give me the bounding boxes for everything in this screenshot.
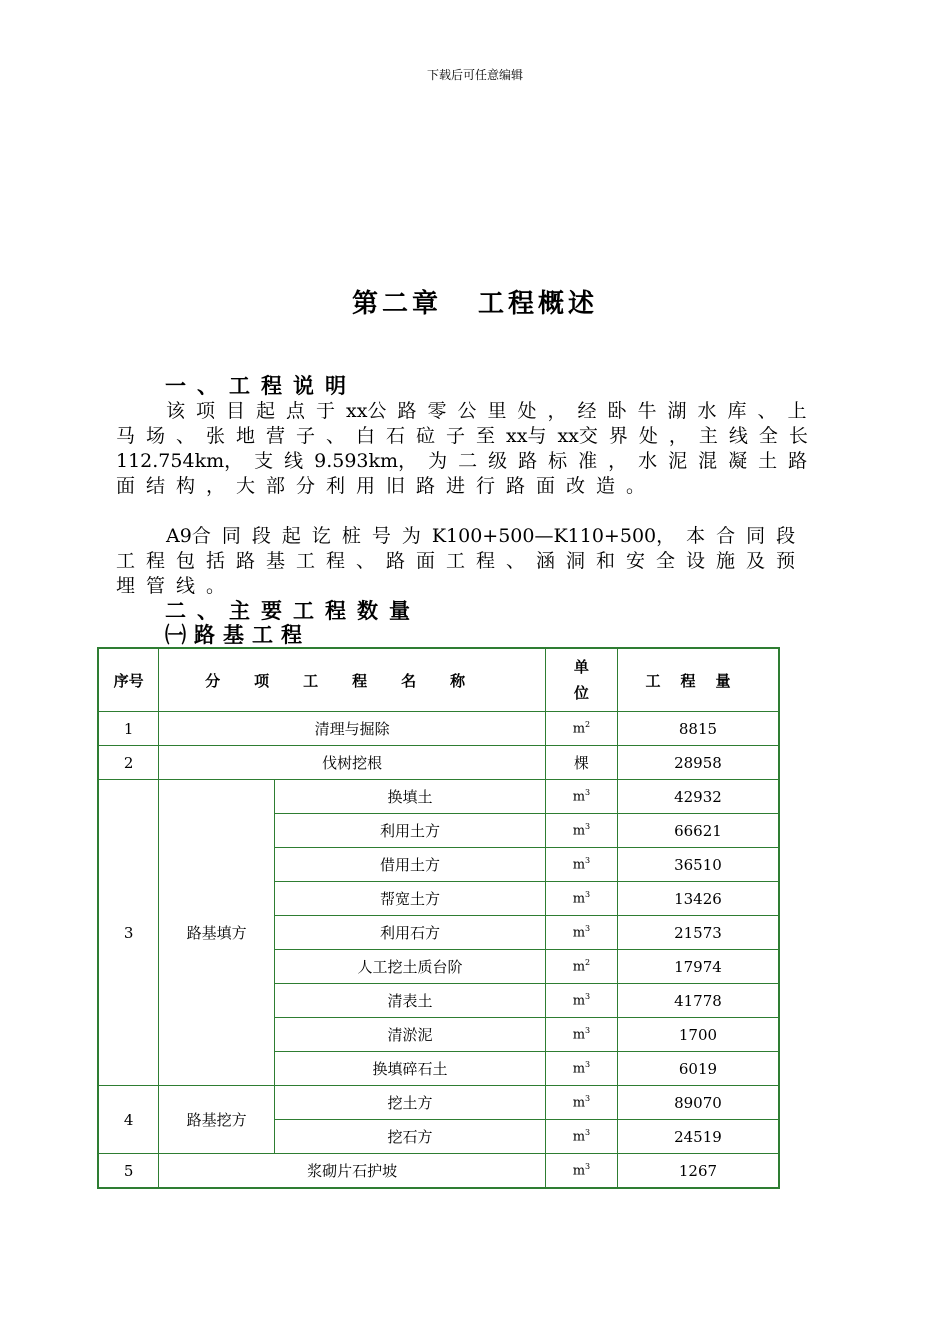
group-no: 4 <box>98 1086 159 1154</box>
sub-heading-subgrade: ㈠路基工程 <box>165 623 310 647</box>
row-unit: $m^3$ <box>545 916 617 950</box>
table-row <box>98 712 779 746</box>
row-unit: $m^3$ <box>545 780 617 814</box>
row-no: 5 <box>98 1154 159 1189</box>
chapter-name: 工程概述 <box>478 289 599 319</box>
header-no: 序号 <box>98 648 159 712</box>
row-qty: 24519 <box>617 1120 779 1154</box>
row-qty: 41778 <box>617 984 779 1018</box>
row-name: 浆砌片石护坡 <box>159 1154 546 1189</box>
row-name: 清表土 <box>274 984 545 1018</box>
row-qty: 1267 <box>617 1154 779 1189</box>
table-header-row <box>98 648 779 712</box>
row-name: 换填土 <box>274 780 545 814</box>
row-unit: $m^3$ <box>545 1086 617 1120</box>
row-qty: 1700 <box>617 1018 779 1052</box>
row-name: 挖石方 <box>274 1120 545 1154</box>
row-qty: 89070 <box>617 1086 779 1120</box>
row-unit: $m^3$ <box>545 1018 617 1052</box>
chapter-number: 第二章 <box>351 289 442 319</box>
row-qty: 8815 <box>617 712 779 746</box>
row-name: 利用石方 <box>274 916 545 950</box>
row-name: 人工挖土质台阶 <box>274 950 545 984</box>
header-item-name: 分项工程名称 <box>159 648 546 712</box>
row-unit: $m^3$ <box>545 848 617 882</box>
header-note: 下载后可任意编辑 <box>426 68 523 82</box>
row-unit: $m^2$ <box>545 950 617 984</box>
project-description-paragraph: 该项目起点于xx公路零公里处，经卧牛湖水库、上马场、张地营子、白石砬子至xx与xx交界处，主线全长112.754km，支线9.593km，为二级路标准，水泥混凝土路面结构，大部分利用旧路进行路面改造。 <box>116 400 819 497</box>
row-qty: 21573 <box>617 916 779 950</box>
row-qty: 36510 <box>617 848 779 882</box>
row-unit: $m^3$ <box>545 814 617 848</box>
row-no: 1 <box>98 712 159 746</box>
row-qty: 66621 <box>617 814 779 848</box>
row-name: 借用土方 <box>274 848 545 882</box>
row-unit: 棵 <box>545 746 617 780</box>
row-name: 伐树挖根 <box>159 746 546 780</box>
table-row <box>98 746 779 780</box>
row-unit: $m^3$ <box>545 882 617 916</box>
row-unit: $m^3$ <box>545 1120 617 1154</box>
row-name: 利用土方 <box>274 814 545 848</box>
row-qty: 13426 <box>617 882 779 916</box>
quantities-table <box>97 647 780 1189</box>
row-name: 清淤泥 <box>274 1018 545 1052</box>
row-name: 帮宽土方 <box>274 882 545 916</box>
header-quantity: 工程量 <box>617 648 779 712</box>
row-name: 换填碎石土 <box>274 1052 545 1086</box>
group-name: 路基填方 <box>159 780 275 1086</box>
row-unit: $m^3$ <box>545 1154 617 1189</box>
table-row <box>98 1086 779 1120</box>
row-unit: $m^2$ <box>545 712 617 746</box>
section-heading-project-description: 一、工程说明 <box>165 374 357 398</box>
section-heading-main-quantities: 二、主要工程数量 <box>165 599 421 623</box>
group-name: 路基挖方 <box>159 1086 275 1154</box>
row-name: 挖土方 <box>274 1086 545 1120</box>
row-qty: 6019 <box>617 1052 779 1086</box>
table-row <box>98 780 779 814</box>
contract-section-paragraph: A9合同段起讫桩号为K100+500—K110+500，本合同段工程包括路基工程、路面工程、涵洞和安全设施及预埋管线。 <box>116 525 807 597</box>
row-qty: 28958 <box>617 746 779 780</box>
row-unit: $m^3$ <box>545 984 617 1018</box>
row-qty: 17974 <box>617 950 779 984</box>
header-unit: 单位 <box>545 648 617 712</box>
row-qty: 42932 <box>617 780 779 814</box>
table-row <box>98 1154 779 1189</box>
row-unit: $m^3$ <box>545 1052 617 1086</box>
row-no: 2 <box>98 746 159 780</box>
row-name: 清理与掘除 <box>159 712 546 746</box>
group-no: 3 <box>98 780 159 1086</box>
chapter-title <box>0 283 950 320</box>
